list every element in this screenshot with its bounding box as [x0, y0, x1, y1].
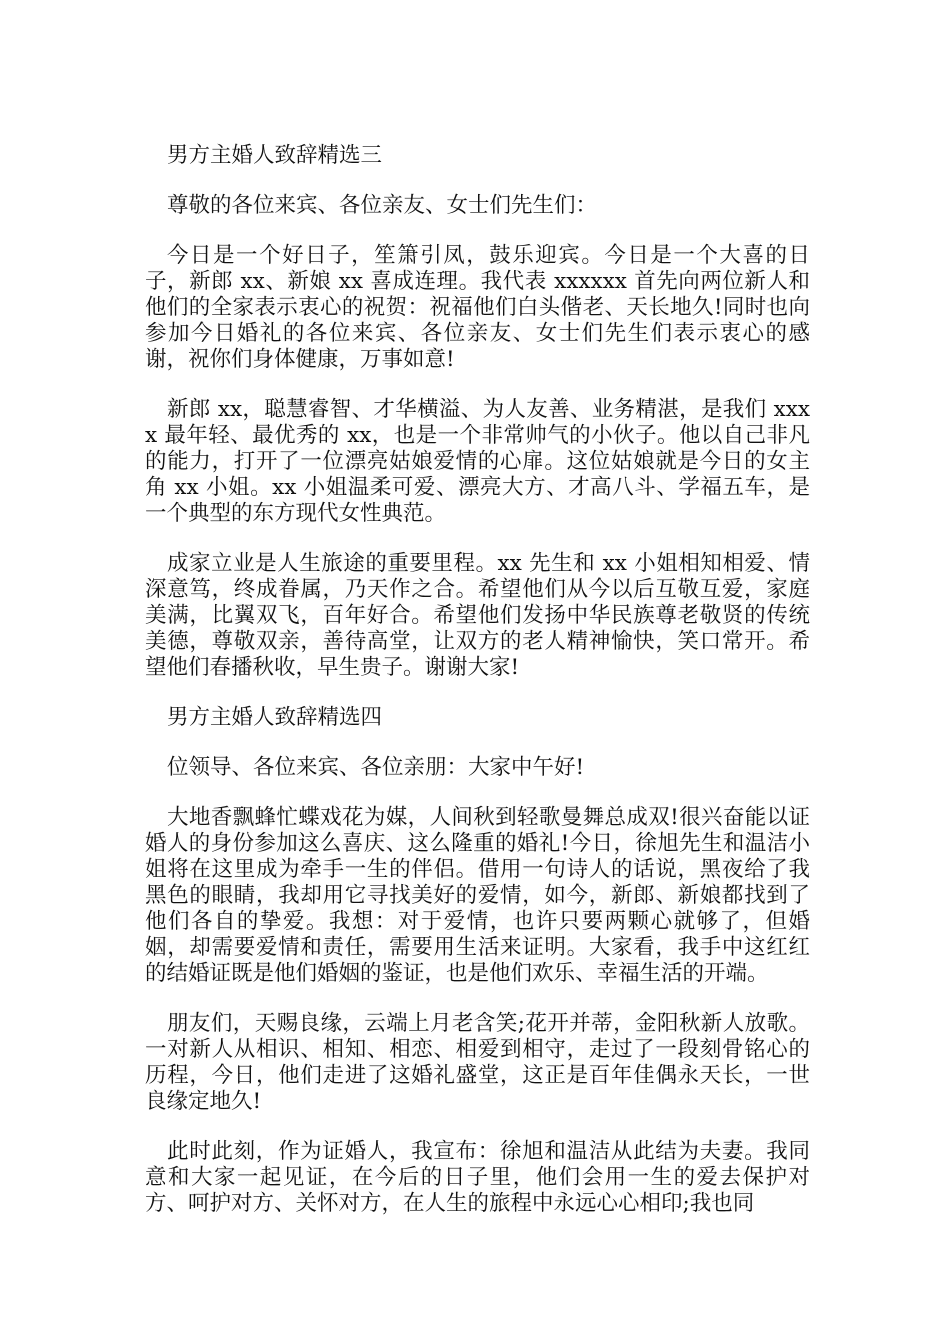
paragraph: 今日是一个好日子，笙箫引凤，鼓乐迎宾。今日是一个大喜的日子，新郎 xx、新娘 xx 喜成连理。我代表 xxxxxx 首先向两位新人和他们的全家表示衷心的祝贺：祝福他们白头偕老、天长地久!同时也向参加今日婚礼的各位来宾、各位亲友、女士们先生们表示衷心的感谢，祝你们身体健康，万事如意! — [145, 243, 810, 372]
salutation: 位领导、各位来宾、各位亲朋：大家中午好! — [167, 755, 585, 780]
document-body — [145, 143, 810, 1241]
paragraph: 新郎 xx，聪慧睿智、才华横溢、为人友善、业务精湛，是我们 xxxx 最年轻、最优秀的 xx，也是一个非常帅气的小伙子。他以自己非凡的能力，打开了一位漂亮姑娘爱情的心扉。这位姑娘就是今日的女主角 xx 小姐。xx 小姐温柔可爱、漂亮大方、才高八斗、学福五车，是一个典型的东方现代女性典范。 — [145, 397, 810, 526]
paragraph: 成家立业是人生旅途的重要里程。xx 先生和 xx 小姐相知相爱、情深意笃，终成眷属，乃天作之合。希望他们从今以后互敬互爱，家庭美满，比翼双飞，百年好合。希望他们发扬中华民族尊老敬贤的传统美德，尊敬双亲，善待高堂，让双方的老人精神愉快，笑口常开。希望他们春播秋收，早生贵子。谢谢大家! — [145, 551, 810, 680]
paragraph: 朋友们，天赐良缘，云端上月老含笑;花开并蒂，金阳秋新人放歌。一对新人从相识、相知、相恋、相爱到相守，走过了一段刻骨铭心的历程，今日，他们走进了这婚礼盛堂，这正是百年佳偶永天长，一世良缘定地久! — [145, 1011, 810, 1114]
paragraph: 大地香飘蜂忙蝶戏花为媒，人间秋到轻歌曼舞总成双!很兴奋能以证婚人的身份参加这么喜庆、这么隆重的婚礼!今日，徐旭先生和温洁小姐将在这里成为牵手一生的伴侣。借用一句诗人的话说，黑夜给了我黑色的眼睛，我却用它寻找美好的爱情，如今，新郎、新娘都找到了他们各自的挚爱。我想：对于爱情，也许只要两颗心就够了，但婚姻，却需要爱情和责任，需要用生活来证明。大家看，我手中这红红的结婚证既是他们婚姻的鉴证，也是他们欢乐、幸福生活的开端。 — [145, 805, 810, 986]
section-title-4: 男方主婚人致辞精选四 — [167, 705, 383, 730]
section-title-3: 男方主婚人致辞精选三 — [167, 143, 383, 168]
salutation: 尊敬的各位来宾、各位亲友、女士们先生们： — [167, 193, 598, 218]
paragraph: 此时此刻，作为证婚人，我宣布：徐旭和温洁从此结为夫妻。我同意和大家一起见证，在今后的日子里，他们会用一生的爱去保护对方、呵护对方、关怀对方，在人生的旅程中永远心心相印;我也同 — [145, 1139, 810, 1216]
